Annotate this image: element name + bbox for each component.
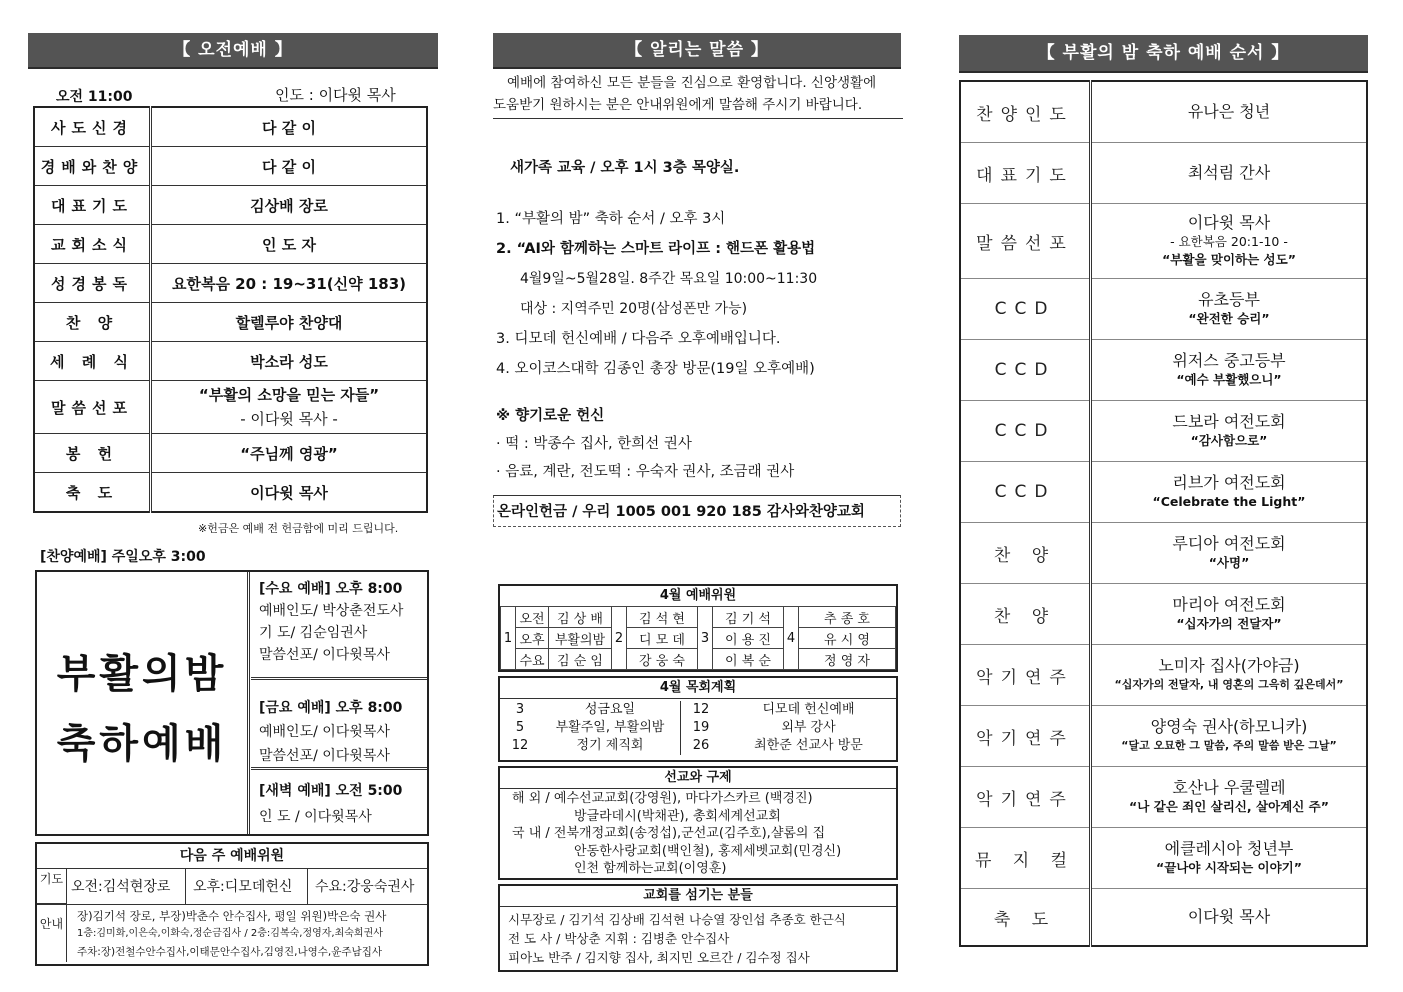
- plan-row: 12 정기 제직회 26 최한준 선교사 방문: [511, 738, 863, 753]
- easter-night-order-table: [959, 80, 1368, 947]
- new-family-education: 새가족 교육 / 오후 1시 3층 목양실.: [510, 160, 740, 176]
- program-row: 뮤 지 컬 에클레시아 청년부 “끝나야 시작되는 이야기”: [960, 828, 1367, 889]
- welcome-message: 예배에 참여하신 모든 분들을 진심으로 환영합니다. 신앙생활에 도움받기 원하시는 분은 안내위원에게 말씀해 주시기 바랍니다.: [493, 72, 903, 119]
- order-row: 성경봉독 요한복음 20 : 19~31(신약 183): [34, 264, 427, 303]
- program-row: 악기연주 호산나 우쿨렐레 “나 같은 죄인 살리신, 살아계신 주”: [960, 767, 1367, 828]
- program-row: 말씀선포 이다윗 목사 - 요한복음 20:1-10 - “부활을 맞이하는 성도”: [960, 204, 1367, 279]
- april-committee: 4월 예배위원 1 오전 김 상 배 2 김 석 현 3 김 기 석 4 추 종 호 오후 부활의밤 디 모 데 이 용 진 유 시 영 수요 김 순 임 강 웅 숙 이 복 순 정 영 자: [498, 584, 898, 672]
- wednesday-service: [수요 예배] 오후 8:00 예배인도/ 박상춘전도사 기 도/ 김순임권사 말씀선포/ 이다윗목사: [251, 572, 427, 680]
- notice-item: 4월9일~5월28일. 8주간 목요일 10:00~11:30: [520, 271, 818, 287]
- notice-item: 3. 디모데 헌신예배 / 다음주 오후예배입니다.: [496, 331, 781, 347]
- program-row: CCD 유초등부 “완전한 승리”: [960, 279, 1367, 340]
- program-row: 축 도 이다윗 목사: [960, 889, 1367, 947]
- order-row: 말씀선포 “부활의 소망을 믿는 자들” - 이다윗 목사 -: [34, 381, 427, 434]
- order-row: 사도신경 다 같 이: [34, 107, 427, 147]
- order-row: 교회소식 인 도 자: [34, 225, 427, 264]
- offering-note: ※헌금은 예배 전 헌금함에 미리 드립니다.: [198, 522, 399, 535]
- order-row: 축 도 이다윗 목사: [34, 473, 427, 513]
- order-row: 경배와찬양 다 같 이: [34, 147, 427, 186]
- program-row: 대표기도 최석림 간사: [960, 143, 1367, 204]
- plan-row: 3 성금요일 12 디모데 헌신예배: [515, 702, 855, 717]
- morning-leader: 인도 : 이다윗 목사: [275, 86, 396, 104]
- friday-service: [금요 예배] 오후 8:00 예배인도/ 이다윗목사 말씀선포/ 이다윗목사: [251, 680, 427, 770]
- dawn-service: [새벽 예배] 오전 5:00 인 도 / 이다윗목사: [259, 783, 403, 825]
- fragrant-offering: ※ 향기로운 헌신 · 떡 : 박종수 집사, 한희선 권사 · 음료, 계란, 전도떡 : 우숙자 권사, 조금래 권사: [496, 408, 795, 480]
- praise-service-title: [찬양예배] 주일오후 3:00: [40, 549, 206, 565]
- order-row: 대표기도 김상배 장로: [34, 186, 427, 225]
- order-row: 찬 양 할렐루야 찬양대: [34, 303, 427, 342]
- order-row: 봉 헌 “주님께 영광”: [34, 434, 427, 473]
- program-row: 찬양인도 유나은 청년: [960, 81, 1367, 143]
- notice-item: 대상 : 지역주민 20명(삼성폰만 가능): [520, 301, 748, 317]
- mission-and-relief: 선교와 구제 해 외 / 예수선교교회(강영원), 마다가스카르 (백경진) 방글라데시(박채관), 총회세계선교회 국 내 / 전북개정교회(송정섭),군선교(김주호),샬롬의 집 안동한사랑교회(백인철), 홍제세벳교회(민경신) 인천 함께하는교회(이영훈): [498, 766, 898, 880]
- easter-night-order-header: 【 부활의 밤 축하 예배 순서 】: [959, 35, 1368, 73]
- church-servants: 교회를 섬기는 분들 시무장로 / 김기석 김상배 김석현 나승열 장인섭 추종호 한근식 전 도 사 / 박상춘 지휘 : 김병춘 안수집사 피아노 반주 / 김지향 집사, 최지민 오르간 / 김수정 집사: [498, 884, 898, 972]
- program-row: 찬 양 루디아 여전도회 “사명”: [960, 523, 1367, 584]
- next-week-committee: 다음 주 예배위원 기도 오전:김석현장로 오후:디모데헌신 수요:강웅숙권사 안내 장)김기석 장로, 부장)박춘수 안수집사, 평일 위원)박은숙 권사 1층:김미화,이은숙,이화숙,정순금집사 / 2층:김복숙,정영자,최숙희권사 주차:장)전철수안수집사,이태문안수집사,김영진,나영수,윤주남집사: [35, 842, 429, 966]
- program-row: 찬 양 마리아 여전도회 “십자가의 전달자”: [960, 584, 1367, 645]
- program-row: 악기연주 노미자 집사(가야금) “십자가의 전달자, 내 영혼의 그윽히 깊은데서”: [960, 645, 1367, 706]
- online-offering: 온라인헌금 / 우리 1005 001 920 185 감사와찬양교회: [493, 495, 901, 527]
- notice-list: [496, 204, 817, 384]
- easter-night-title-line1: 부활의밤: [56, 651, 228, 697]
- morning-service-header: 【 오전예배 】: [28, 33, 438, 69]
- notice-item: 4. 오이코스대학 김종인 총장 방문(19일 오후예배): [496, 361, 815, 377]
- program-row: 악기연주 양영숙 권사(하모니카) “달고 오묘한 그 말씀, 주의 말씀 받은 그날”: [960, 706, 1367, 767]
- notice-item: 1. “부활의 밤” 축하 순서 / 오후 3시: [496, 211, 726, 227]
- program-row: CCD 드보라 여전도회 “감사함으로”: [960, 401, 1367, 462]
- program-row: CCD 리브가 여전도회 “Celebrate the Light”: [960, 462, 1367, 523]
- plan-row: 5 부활주일, 부활의밤 19 외부 강사: [515, 720, 836, 735]
- notice-item: 2. “AI와 함께하는 스마트 라이프 : 핸드폰 활용법: [496, 241, 816, 257]
- morning-time: 오전 11:00: [56, 89, 133, 105]
- announcements-header: 【 알리는 말씀 】: [493, 33, 901, 69]
- easter-night-title-line2: 축하예배: [56, 721, 228, 767]
- april-pastoral-plan: 4월 목회계획 3 성금요일 12 디모데 헌신예배 5 부활주일, 부활의밤 19 외부 강사 12 정기 제직회 26 최한준 선교사 방문: [498, 676, 898, 762]
- morning-order-table: [33, 106, 428, 513]
- program-row: CCD 위저스 중고등부 “예수 부활했으니”: [960, 340, 1367, 401]
- evening-services-box: [35, 570, 429, 836]
- order-row: 세 례 식 박소라 성도: [34, 342, 427, 381]
